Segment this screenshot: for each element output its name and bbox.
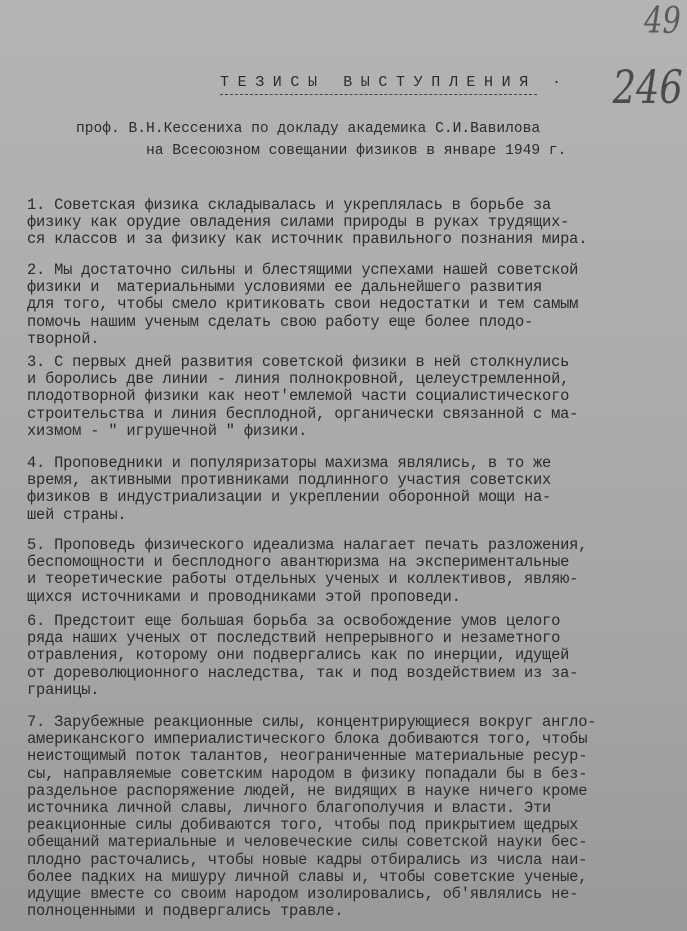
text-line: творной.	[27, 329, 100, 348]
subtitle-line: проф. В.Н.Кессениха по докладу академика С.И.Вавилова	[76, 121, 541, 137]
text-line: 2. Мы достаточно сильны и блестящими успехами нашей советской	[27, 261, 579, 279]
text-line: отравления, которому они подвергались как по инерции, идущей	[27, 646, 570, 665]
text-line: реакционные силы добиваются того, чтобы под прикрытием щедрых	[27, 816, 579, 835]
text-line: более падких на мишуру личной славы и, чтобы советские ученые,	[27, 867, 588, 886]
text-line: сы, направляемые советским народом в физику попадали бы в без-	[27, 764, 588, 783]
subtitle-line: на Всесоюзном совещании физиков в январе 1949 г.	[146, 143, 567, 159]
thesis-paragraph-7	[27, 714, 596, 920]
text-line: строительства и линия бесплодной, органически связанной с ма-	[27, 404, 579, 423]
text-line: беспомощности и бесплодного авантюризма на экспериментальные	[27, 553, 570, 572]
text-line: хизмом - " игрушечной " физики.	[27, 421, 308, 440]
text-line: 3. С первых дней развития советской физики в ней столкнулись	[27, 353, 570, 371]
text-line: американского империалистического блока добиваются того, чтобы	[27, 730, 588, 749]
text-line: плодно расточались, чтобы новые кадры отбирались из числа наи-	[27, 850, 588, 869]
text-line: для того, чтобы смело критиковать свои недостатки и тем самым	[27, 295, 579, 314]
text-line: обещаний материальные и человеческие силы советской науки бес-	[27, 833, 588, 852]
text-line: раздельное распоряжение людей, не видящих в науке ничего кроме	[27, 781, 588, 800]
text-line: щихся источниками и проводниками этой проповеди.	[27, 587, 461, 606]
thesis-paragraph-4	[27, 455, 551, 524]
title-dot: ·	[552, 74, 562, 91]
thesis-paragraph-1	[27, 197, 587, 249]
text-line: физиков в индустриализации и укреплении оборонной мощи на-	[27, 488, 552, 507]
text-line: помочь нашим ученым сделать свою работу еще более плодо-	[27, 312, 534, 331]
text-line: плодотворной физики как неот'емлемой части социалистического	[27, 387, 570, 406]
text-line: источника личной славы, личного благополучия и власти. Эти	[27, 798, 552, 817]
text-line: физики и материальными условиями ее дальнейшего развития	[27, 278, 543, 297]
text-line: и боролись две линии - линия полнокровной, целеустремленной,	[27, 370, 570, 389]
text-line: границы.	[27, 680, 100, 699]
thesis-paragraph-3	[27, 354, 578, 440]
handwritten-page-number: 246	[612, 60, 683, 114]
text-line: ся классов и за физику как источник правильного познания мира.	[27, 230, 588, 249]
text-line: 6. Предстоит еще большая борьба за освобождение умов целого	[27, 612, 561, 630]
handwritten-folio-number: 49	[644, 1, 681, 42]
document-title: ТЕЗИСЫ ВЫСТУПЛЕНИЯ	[220, 74, 537, 95]
text-line: неистощимый поток талантов, неограниченные материальные ресур-	[27, 747, 588, 766]
text-line: ряда наших ученых от последствий непрерывного и незаметного	[27, 629, 561, 648]
text-line: 4. Проповедники и популяризаторы махизма являлись, в то же	[27, 454, 552, 472]
text-line: 5. Проповедь физического идеализма налагает печать разложения,	[27, 536, 588, 554]
text-line: и теоретические работы отдельных ученых и коллективов, являю-	[27, 570, 579, 589]
text-line: шей страны.	[27, 505, 127, 524]
text-line: от дореволюционного наследства, так и под воздействием из за-	[27, 663, 579, 682]
text-line: идущие вместе со своим народом изолировались, об'являлись не-	[27, 884, 579, 903]
thesis-paragraph-5	[27, 537, 587, 606]
text-line: физику как орудие овладения силами природы в руках трудящих-	[27, 213, 570, 232]
text-line: 7. Зарубежные реакционные силы, концентрирующиеся вокруг англо-	[27, 713, 597, 731]
text-line: 1. Советская физика складывалась и укреплялась в борьбе за	[27, 196, 552, 214]
text-line: полноценными и подвергались травле.	[27, 902, 344, 921]
text-line: время, активными противниками подлинного участия советских	[27, 471, 552, 490]
thesis-paragraph-6	[27, 613, 578, 699]
thesis-paragraph-2	[27, 262, 578, 348]
